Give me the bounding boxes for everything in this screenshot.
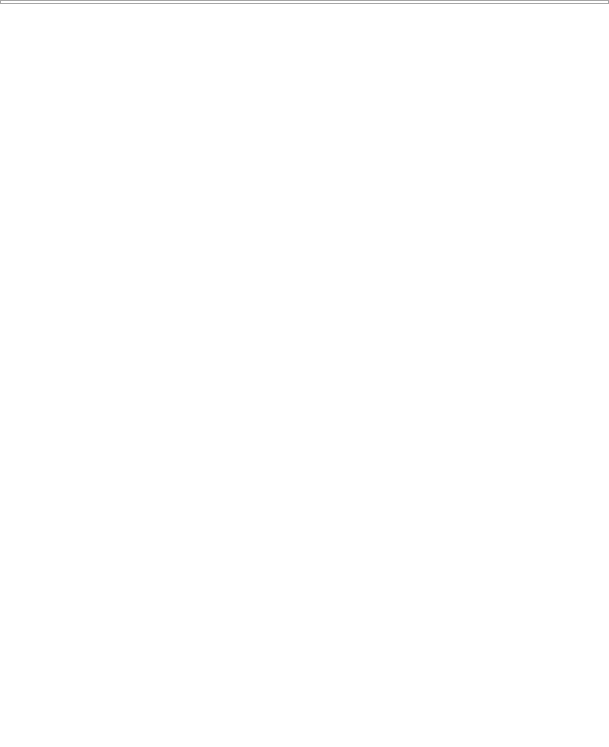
bearing-spec-table: [0, 0, 609, 4]
